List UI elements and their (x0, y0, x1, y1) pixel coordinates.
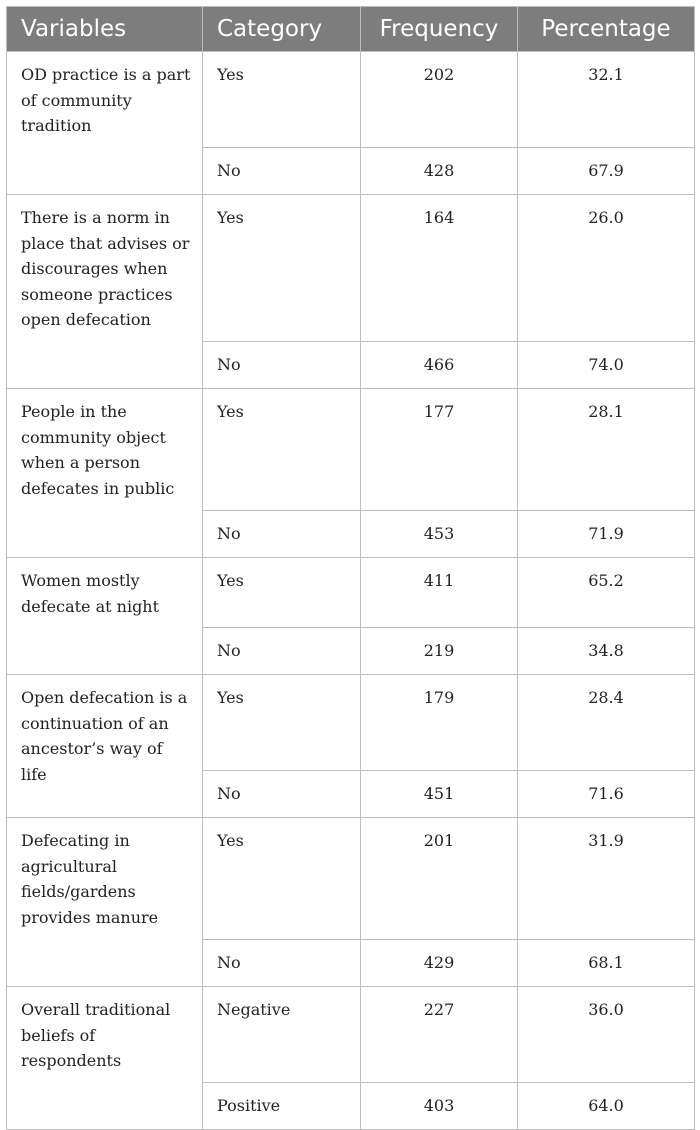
percentage-cell: 32.1 (518, 52, 695, 148)
category-cell: No (203, 771, 361, 818)
percentage-cell: 28.4 (518, 675, 695, 771)
frequency-cell: 177 (361, 389, 518, 511)
category-cell: Yes (203, 195, 361, 342)
frequency-cell: 219 (361, 628, 518, 675)
table-row (7, 987, 695, 1083)
table-row (7, 675, 695, 771)
percentage-cell: 34.8 (518, 628, 695, 675)
variable-cell: Open defecation is a continuation of an ancestor’s way of life (7, 675, 203, 818)
category-cell: Yes (203, 675, 361, 771)
header-frequency: Frequency (361, 7, 518, 52)
percentage-cell: 65.2 (518, 558, 695, 628)
header-percentage: Percentage (518, 7, 695, 52)
frequency-cell: 202 (361, 52, 518, 148)
percentage-cell: 67.9 (518, 148, 695, 195)
percentage-cell: 68.1 (518, 940, 695, 987)
table-container (6, 6, 694, 1130)
category-cell: Positive (203, 1083, 361, 1130)
percentage-cell: 71.9 (518, 511, 695, 558)
percentage-cell: 74.0 (518, 342, 695, 389)
percentage-cell: 36.0 (518, 987, 695, 1083)
header-category: Category (203, 7, 361, 52)
variable-cell: OD practice is a part of community tradition (7, 52, 203, 195)
variable-cell: There is a norm in place that advises or discourages when someone practices open defecation (7, 195, 203, 389)
frequency-cell: 201 (361, 818, 518, 940)
percentage-cell: 64.0 (518, 1083, 695, 1130)
variable-cell: Defecating in agricultural fields/gardens provides manure (7, 818, 203, 987)
category-cell: No (203, 628, 361, 675)
category-cell: No (203, 148, 361, 195)
table-row (7, 558, 695, 628)
category-cell: Negative (203, 987, 361, 1083)
category-cell: No (203, 511, 361, 558)
frequency-cell: 179 (361, 675, 518, 771)
percentage-cell: 26.0 (518, 195, 695, 342)
percentage-cell: 28.1 (518, 389, 695, 511)
variable-cell: Women mostly defecate at night (7, 558, 203, 675)
frequency-cell: 403 (361, 1083, 518, 1130)
frequency-cell: 466 (361, 342, 518, 389)
frequency-cell: 227 (361, 987, 518, 1083)
table-row (7, 389, 695, 511)
frequency-cell: 451 (361, 771, 518, 818)
traditional-beliefs-table (6, 6, 695, 1130)
table-row (7, 195, 695, 342)
frequency-cell: 453 (361, 511, 518, 558)
frequency-cell: 428 (361, 148, 518, 195)
category-cell: No (203, 940, 361, 987)
percentage-cell: 71.6 (518, 771, 695, 818)
header-variables: Variables (7, 7, 203, 52)
frequency-cell: 164 (361, 195, 518, 342)
variable-cell: Overall traditional beliefs of respondents (7, 987, 203, 1130)
table-row (7, 818, 695, 940)
frequency-cell: 411 (361, 558, 518, 628)
header-row (7, 7, 695, 52)
frequency-cell: 429 (361, 940, 518, 987)
category-cell: Yes (203, 389, 361, 511)
variable-cell: People in the community object when a person defecates in public (7, 389, 203, 558)
category-cell: Yes (203, 818, 361, 940)
percentage-cell: 31.9 (518, 818, 695, 940)
category-cell: Yes (203, 52, 361, 148)
table-row (7, 52, 695, 148)
category-cell: Yes (203, 558, 361, 628)
category-cell: No (203, 342, 361, 389)
